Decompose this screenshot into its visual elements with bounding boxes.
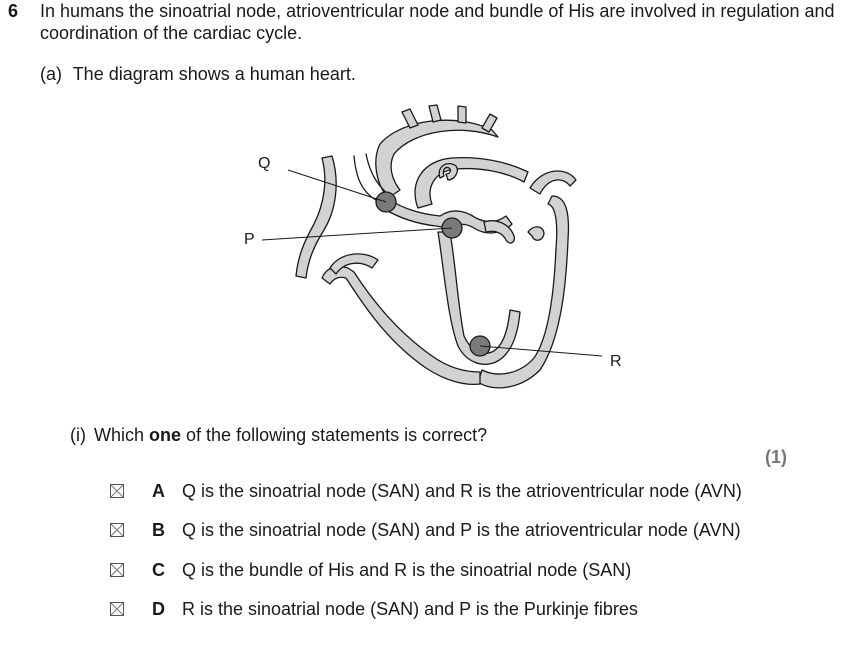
option-d-checkbox[interactable] bbox=[110, 602, 124, 616]
option-c-text: Q is the bundle of His and R is the sinoatrial node (SAN) bbox=[182, 559, 632, 580]
right-atrium-cap bbox=[330, 254, 378, 274]
cross-icon bbox=[111, 603, 123, 615]
cross-icon bbox=[111, 564, 123, 576]
option-c[interactable] bbox=[110, 558, 631, 582]
part-a-text: The diagram shows a human heart. bbox=[72, 64, 356, 84]
leader-p bbox=[262, 228, 452, 240]
option-b-checkbox[interactable] bbox=[110, 523, 124, 537]
valve-flap-right bbox=[528, 227, 544, 240]
option-a[interactable] bbox=[110, 479, 742, 503]
option-d-letter: D bbox=[152, 598, 165, 619]
option-a-letter: A bbox=[152, 480, 165, 501]
arch-branch-3 bbox=[458, 106, 466, 123]
option-b-letter: B bbox=[152, 519, 165, 540]
option-b[interactable] bbox=[110, 518, 741, 542]
option-a-text: Q is the sinoatrial node (SAN) and R is the atrioventricular node (AVN) bbox=[182, 480, 742, 501]
part-a bbox=[40, 63, 356, 85]
option-d-text: R is the sinoatrial node (SAN) and P is the Purkinje fibres bbox=[182, 598, 638, 619]
part-a-label: (a) bbox=[40, 64, 62, 84]
label-p: P bbox=[244, 231, 255, 248]
option-d[interactable] bbox=[110, 597, 638, 621]
cross-icon bbox=[111, 524, 123, 536]
arch-branch-4 bbox=[482, 114, 497, 132]
pulmonary-curl bbox=[439, 164, 457, 180]
pulmonary-vein-hook bbox=[530, 171, 576, 194]
option-b-text: Q is the sinoatrial node (SAN) and P is the atrioventricular node (AVN) bbox=[182, 519, 741, 540]
cross-icon bbox=[111, 485, 123, 497]
pulmonary-artery bbox=[415, 158, 528, 208]
question-stem: In humans the sinoatrial node, atrioventricular node and bundle of His are involved in regulation and coordination of the cardiac cycle. bbox=[40, 1, 835, 43]
subquestion-text-bold: one bbox=[149, 425, 182, 445]
subquestion-i bbox=[70, 424, 487, 446]
label-q: Q bbox=[258, 155, 271, 172]
vessel-fork-1 bbox=[354, 156, 376, 200]
option-c-letter: C bbox=[152, 559, 165, 580]
label-r: R bbox=[610, 353, 622, 370]
question-number: 6 bbox=[8, 1, 19, 21]
heart-diagram bbox=[230, 100, 650, 405]
option-a-checkbox[interactable] bbox=[110, 484, 124, 498]
subquestion-text-after: of the following statements is correct? bbox=[181, 425, 488, 445]
subquestion-label: (i) bbox=[70, 425, 86, 445]
leader-q bbox=[288, 170, 386, 202]
marks-label: (1) bbox=[765, 447, 787, 467]
subquestion-text-before: Which bbox=[94, 425, 150, 445]
option-c-checkbox[interactable] bbox=[110, 563, 124, 577]
arch-branch-2 bbox=[429, 105, 441, 122]
arch-branch-1 bbox=[402, 109, 418, 128]
